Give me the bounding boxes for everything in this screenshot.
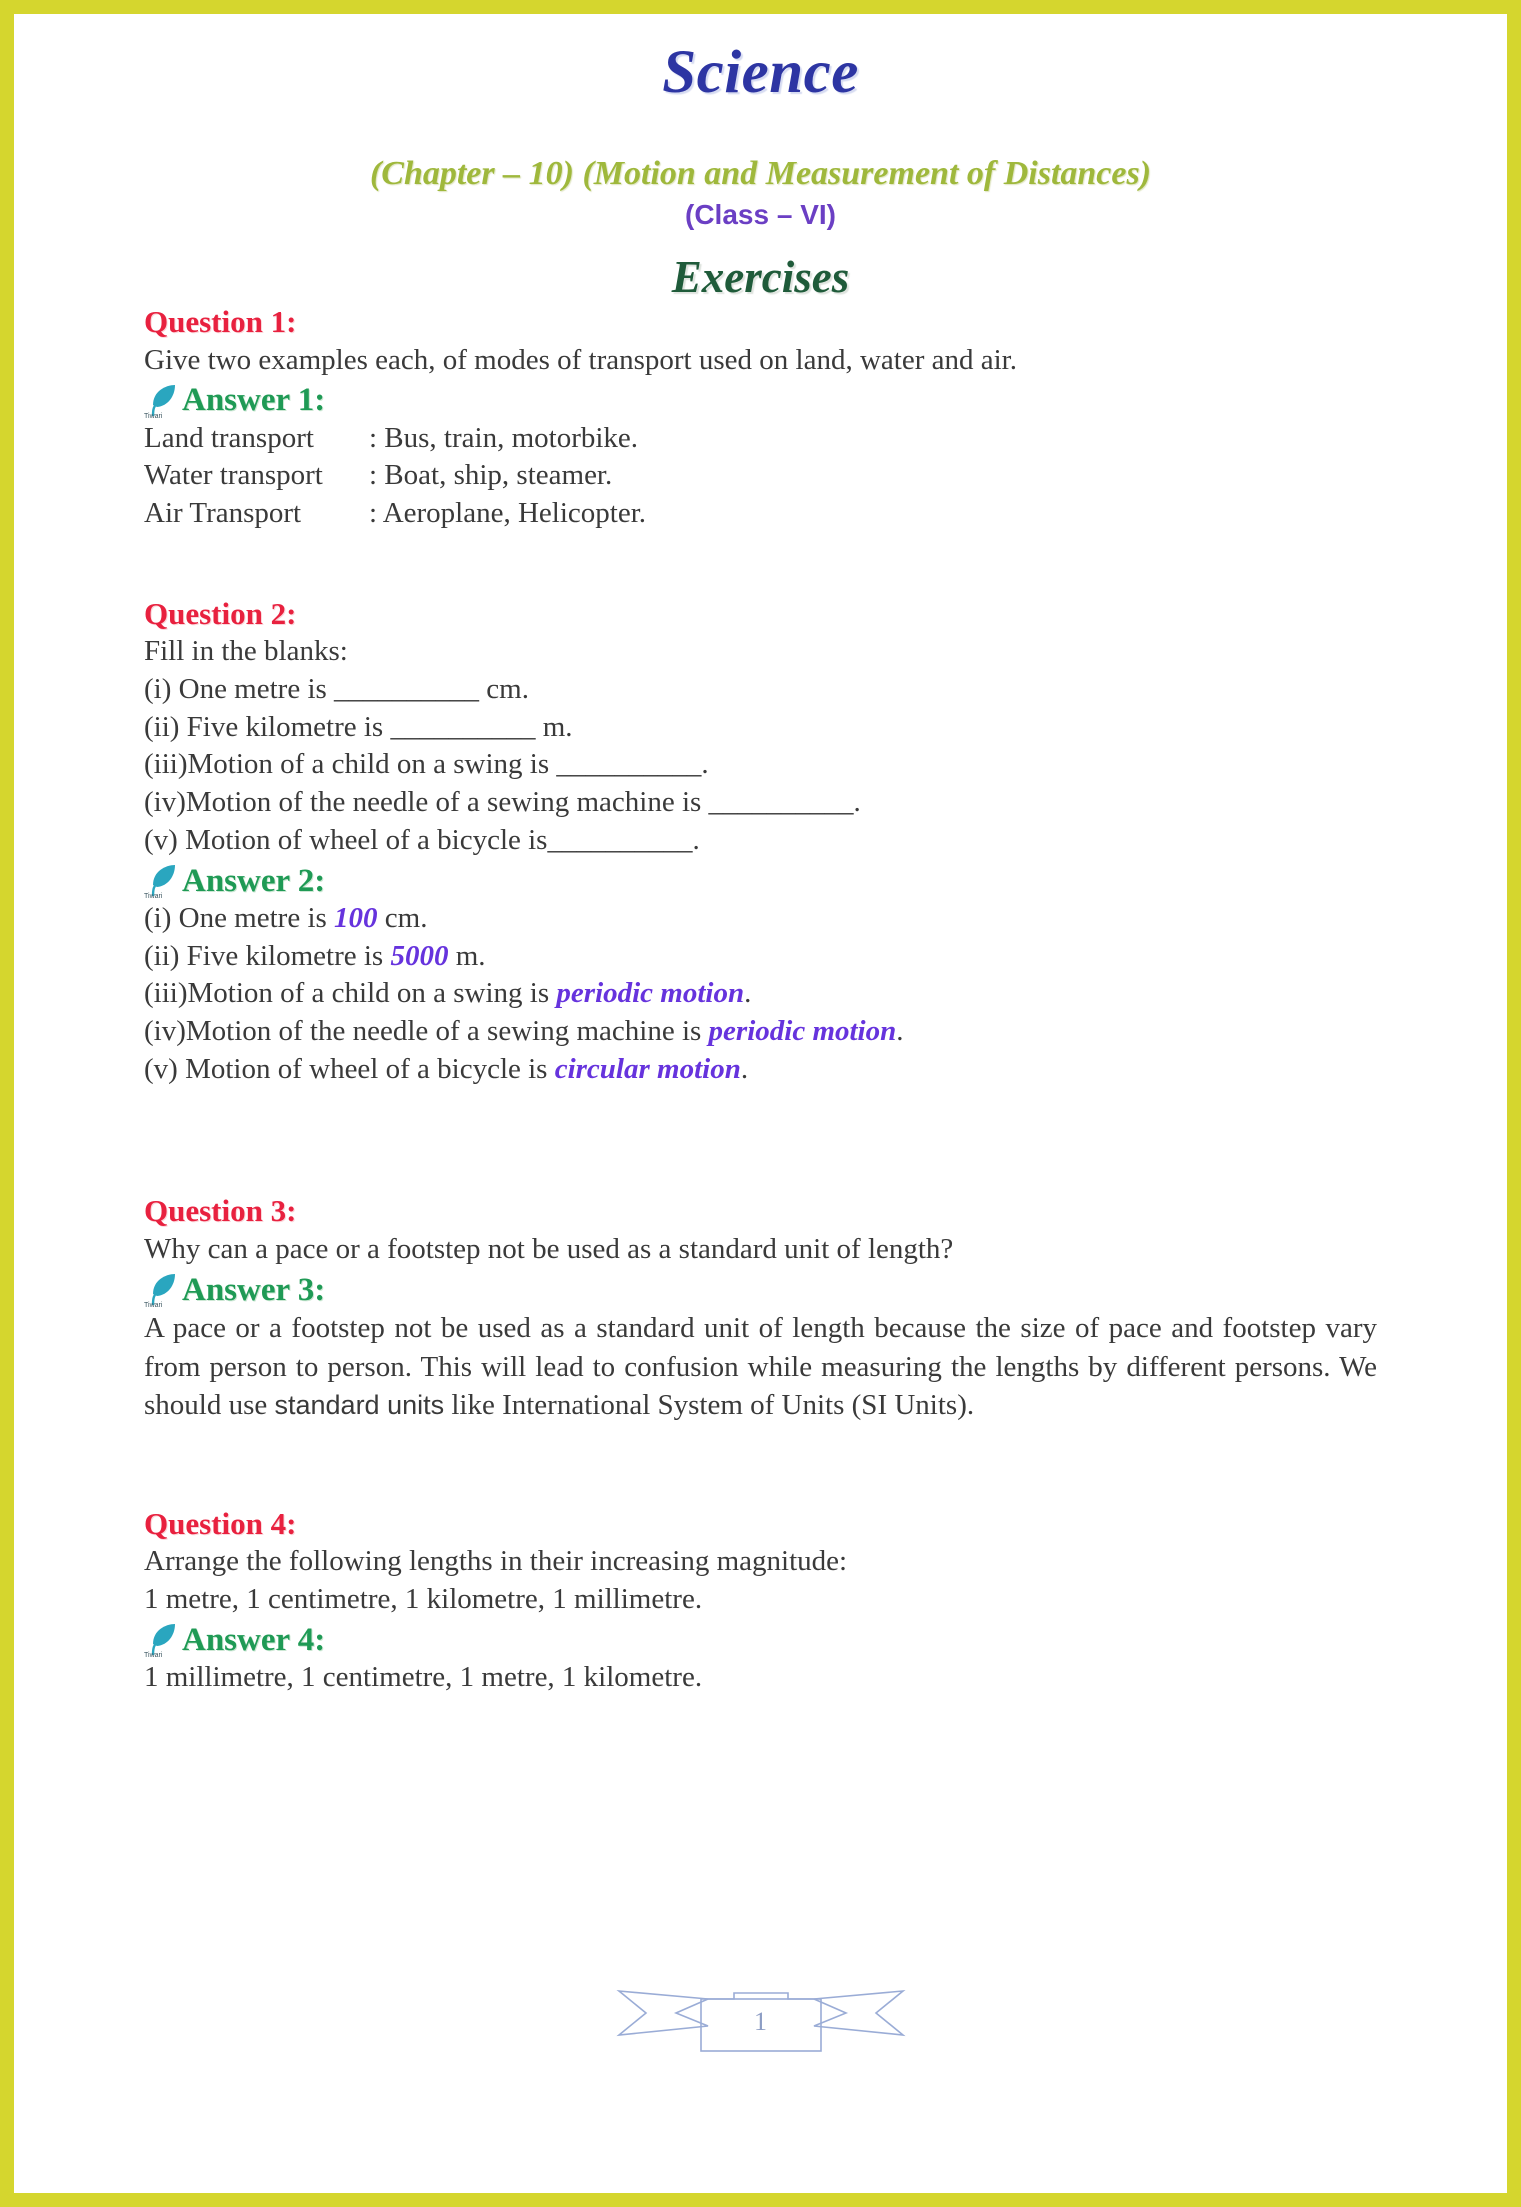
- spacer: [14, 1088, 1507, 1150]
- question-2-line-iii: (iii)Motion of a child on a swing is __________.: [144, 748, 709, 781]
- answer-2-line-v-fill: circular motion: [554, 1052, 741, 1085]
- answer-2-line-i: [144, 900, 1377, 938]
- answer-2-line-iv-post: .: [896, 1014, 904, 1047]
- question-2-intro: Fill in the blanks:: [144, 635, 348, 668]
- answer-2-line-iii-fill: periodic motion: [556, 977, 745, 1010]
- answer-1-row-air: [144, 495, 1377, 533]
- answer-1-row-air-label: Air Transport: [144, 496, 302, 529]
- question-2-label: Question 2:: [144, 595, 297, 631]
- question-2-line-iv: (iv)Motion of the needle of a sewing machine is __________.: [144, 786, 861, 819]
- question-3-text: Why can a pace or a footstep not be used as a standard unit of length?: [144, 1233, 954, 1266]
- answer-1-row-water-value: : Boat, ship, steamer.: [369, 459, 613, 492]
- answer-1-row-land: [144, 420, 1377, 458]
- chapter-subtitle: (Chapter – 10) (Motion and Measurement of Distances): [369, 155, 1152, 193]
- spacer: [14, 1150, 1507, 1192]
- answer-2-line-ii-pre: (ii) Five kilometre is: [144, 939, 391, 972]
- answer-2-line-v: [144, 1051, 1377, 1089]
- answer-2-line-ii-post: m.: [448, 939, 486, 972]
- svg-text:Tiwari: Tiwari: [144, 1652, 163, 1659]
- answer-1-heading: [144, 382, 1377, 418]
- page-title: Science: [662, 39, 859, 106]
- answer-4-text: 1 millimetre, 1 centimetre, 1 metre, 1 kilometre.: [144, 1661, 703, 1694]
- answer-4-label: Answer 4:: [182, 1621, 326, 1658]
- question-3-label: Question 3:: [144, 1193, 297, 1229]
- answer-2-line-iv: [144, 1013, 1377, 1051]
- page-content: [14, 14, 1507, 2036]
- page-number-ribbon: [616, 1969, 906, 2055]
- answer-3-paragraph: [144, 1309, 1377, 1425]
- answer-1-row-water-label: Water transport: [144, 459, 323, 492]
- answer-3-heading: [144, 1272, 1377, 1308]
- section-heading: Exercises: [671, 252, 850, 303]
- page-sheet: [14, 14, 1507, 2193]
- answer-2-line-iii-pre: (iii)Motion of a child on a swing is: [144, 977, 557, 1010]
- class-subtitle: (Class – VI): [685, 199, 836, 231]
- question-4-text: Arrange the following lengths in their increasing magnitude:: [144, 1545, 848, 1578]
- spacer: [14, 1487, 1507, 1505]
- answer-2-line-ii-fill: 5000: [390, 939, 449, 972]
- answer-2-line-v-post: .: [740, 1052, 749, 1085]
- question-2-line-ii: (ii) Five kilometre is __________ m.: [144, 710, 573, 743]
- spacer: [14, 533, 1507, 595]
- answer-1-row-air-value: : Aeroplane, Helicopter.: [369, 496, 647, 529]
- qa-block-3: [144, 1192, 1377, 1424]
- leaf-icon: [144, 1272, 178, 1308]
- qa-block-1: [144, 303, 1377, 533]
- spacer: [14, 1425, 1507, 1487]
- answer-1-row-water: [144, 457, 1377, 495]
- question-1-label: Question 1:: [144, 303, 297, 339]
- svg-text:Tiwari: Tiwari: [144, 412, 163, 419]
- answer-2-heading: [144, 863, 1377, 899]
- answer-4-heading: [144, 1622, 1377, 1658]
- answer-2-line-i-pre: (i) One metre is: [144, 901, 335, 934]
- answer-2-label: Answer 2:: [182, 862, 326, 899]
- answer-2-line-iii: [144, 975, 1377, 1013]
- qa-block-4: [144, 1505, 1377, 1697]
- question-4-text-2: 1 metre, 1 centimetre, 1 kilometre, 1 millimetre.: [144, 1583, 703, 1616]
- question-2-line-i: (i) One metre is __________ cm.: [144, 673, 529, 706]
- question-4-label: Question 4:: [144, 1505, 297, 1541]
- answer-2-line-iv-fill: periodic motion: [708, 1014, 897, 1047]
- answer-2-line-iv-pre: (iv)Motion of the needle of a sewing machine is: [144, 1014, 709, 1047]
- page-number: 1: [754, 2007, 767, 2036]
- leaf-icon: [144, 863, 178, 899]
- question-1-text: Give two examples each, of modes of transport used on land, water and air.: [144, 343, 1017, 376]
- answer-3-paragraph-pre: A pace or a footstep not be used as a standard unit of length because the size of pace and footstep vary from person to person. This will lead to confusion while measuring the lengths by different persons. We should use: [144, 1312, 1377, 1422]
- leaf-icon: [144, 383, 178, 419]
- answer-2-line-v-pre: (v) Motion of wheel of a bicycle is: [144, 1052, 555, 1085]
- qa-block-2: [144, 595, 1377, 1089]
- answer-3-paragraph-post: like International System of Units (SI Units).: [444, 1389, 975, 1422]
- answer-3-label: Answer 3:: [182, 1271, 326, 1308]
- answer-2-line-i-post: cm.: [377, 901, 428, 934]
- page-footer: [14, 1969, 1507, 2055]
- question-2-line-v: (v) Motion of wheel of a bicycle is__________.: [144, 823, 700, 856]
- answer-3-paragraph-emphasis: standard units: [274, 1390, 445, 1421]
- answer-1-row-land-value: : Bus, train, motorbike.: [369, 421, 639, 454]
- answer-1-label: Answer 1:: [182, 382, 326, 419]
- svg-text:Tiwari: Tiwari: [144, 1302, 163, 1309]
- answer-2-line-iii-post: .: [744, 977, 752, 1010]
- svg-text:Tiwari: Tiwari: [144, 892, 163, 899]
- answer-1-row-land-label: Land transport: [144, 421, 314, 454]
- answer-2-line-i-fill: 100: [334, 901, 378, 934]
- leaf-icon: [144, 1622, 178, 1658]
- answer-2-line-ii: [144, 938, 1377, 976]
